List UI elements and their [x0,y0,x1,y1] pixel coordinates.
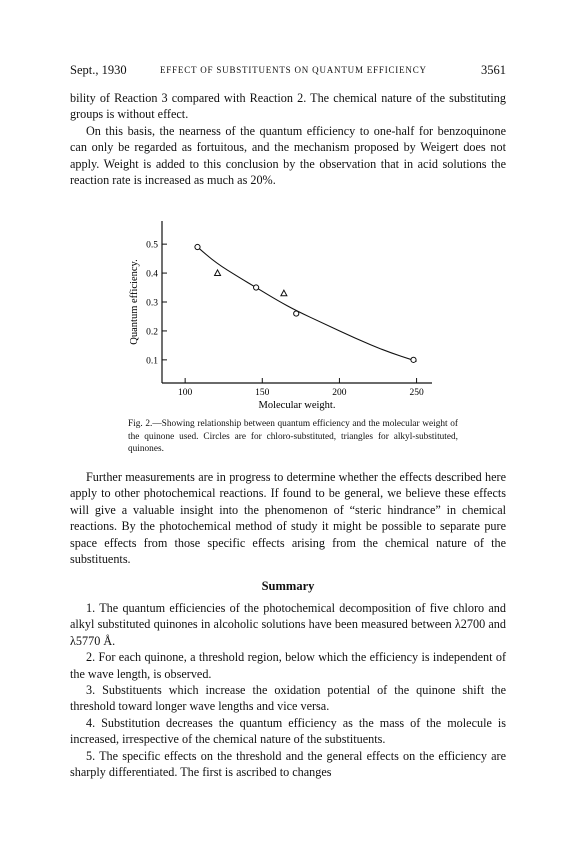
chart-ticks [146,241,424,398]
x-axis-label: Molecular weight. [258,400,336,411]
y-axis-label: Quantum efficiency. [129,259,140,345]
y-tick-label: 0.3 [146,298,158,309]
chart-svg [125,213,445,418]
chart-marks [195,244,416,362]
figure-2-chart [125,213,445,418]
middle-paragraph [70,469,506,567]
x-tick-label: 150 [255,388,270,398]
chart-axes [162,221,432,383]
summary-item: 2. For each quinone, a threshold region, below which the efficiency is independent of the wave length, is observed. [70,650,506,681]
summary-heading: Summary [261,579,315,593]
paragraph: Further measurements are in progress to determine whether the effects described here apply to other photochemical reactions. If found to be general, we believe these effects will give a valuable insight into the phenomenon of “steric hindrance” in chemical reactions. By the photochemical method of study it might be possible to separate pure space effects from those specific effects arising from the chemical nature of the substituents. [70,470,506,567]
top-paragraphs [70,90,506,188]
y-tick-label: 0.4 [146,269,158,280]
header-page-number: 3561 [481,63,506,77]
circle-point [195,244,200,249]
triangle-point [215,270,221,276]
running-header [70,63,506,79]
header-date: Sept., 1930 [70,63,127,77]
x-tick-label: 200 [332,388,347,398]
paragraph: bility of Reaction 3 compared with Reaction 2. The chemical nature of the substituting groups is without effect. [70,91,506,122]
fitted-curve [197,247,416,361]
figure-caption: Fig. 2.—Showing relationship between quantum efficiency and the molecular weight of the quinone used. Circles are for chloro-substituted, triangles for alkyl-substituted, quinones. [128,419,458,455]
y-tick-label: 0.2 [146,327,158,338]
summary-item: 1. The quantum efficiencies of the photochemical decomposition of five chloro and alkyl substituted quinones in alcoholic solutions have been measured between λ2700 and λ5770 Å. [70,601,506,648]
circle-point [294,311,299,316]
header-running-title: EFFECT OF SUBSTITUENTS ON QUANTUM EFFICIENCY [160,65,427,75]
x-tick-label: 250 [409,388,424,398]
triangle-point [281,290,287,296]
y-tick-label: 0.1 [146,356,158,367]
circle-point [254,285,259,290]
summary-list [70,600,506,780]
paragraph: On this basis, the nearness of the quantum efficiency to one-half for benzoquinone can only be regarded as fortuitous, and the mechanism proposed by Weigert does not apply. Weight is added to this conclusion by the observation that in acid solutions the reaction rate is increased as much as 20%. [70,123,506,188]
summary-item: 5. The specific effects on the threshold and the general effects on the efficiency are sharply differentiated. The first is ascribed to changes [70,748,506,780]
x-tick-label: 100 [178,388,193,398]
y-tick-label: 0.5 [146,240,158,251]
summary-item: 4. Substitution decreases the quantum efficiency as the mass of the molecule is increased, irrespective of the chemical nature of the substituents. [70,715,506,747]
summary-item: 3. Substituents which increase the oxidation potential of the quinone shift the threshold toward longer wave lengths and vice versa. [70,683,506,714]
chart-curve [197,247,416,361]
circle-point [411,357,416,362]
